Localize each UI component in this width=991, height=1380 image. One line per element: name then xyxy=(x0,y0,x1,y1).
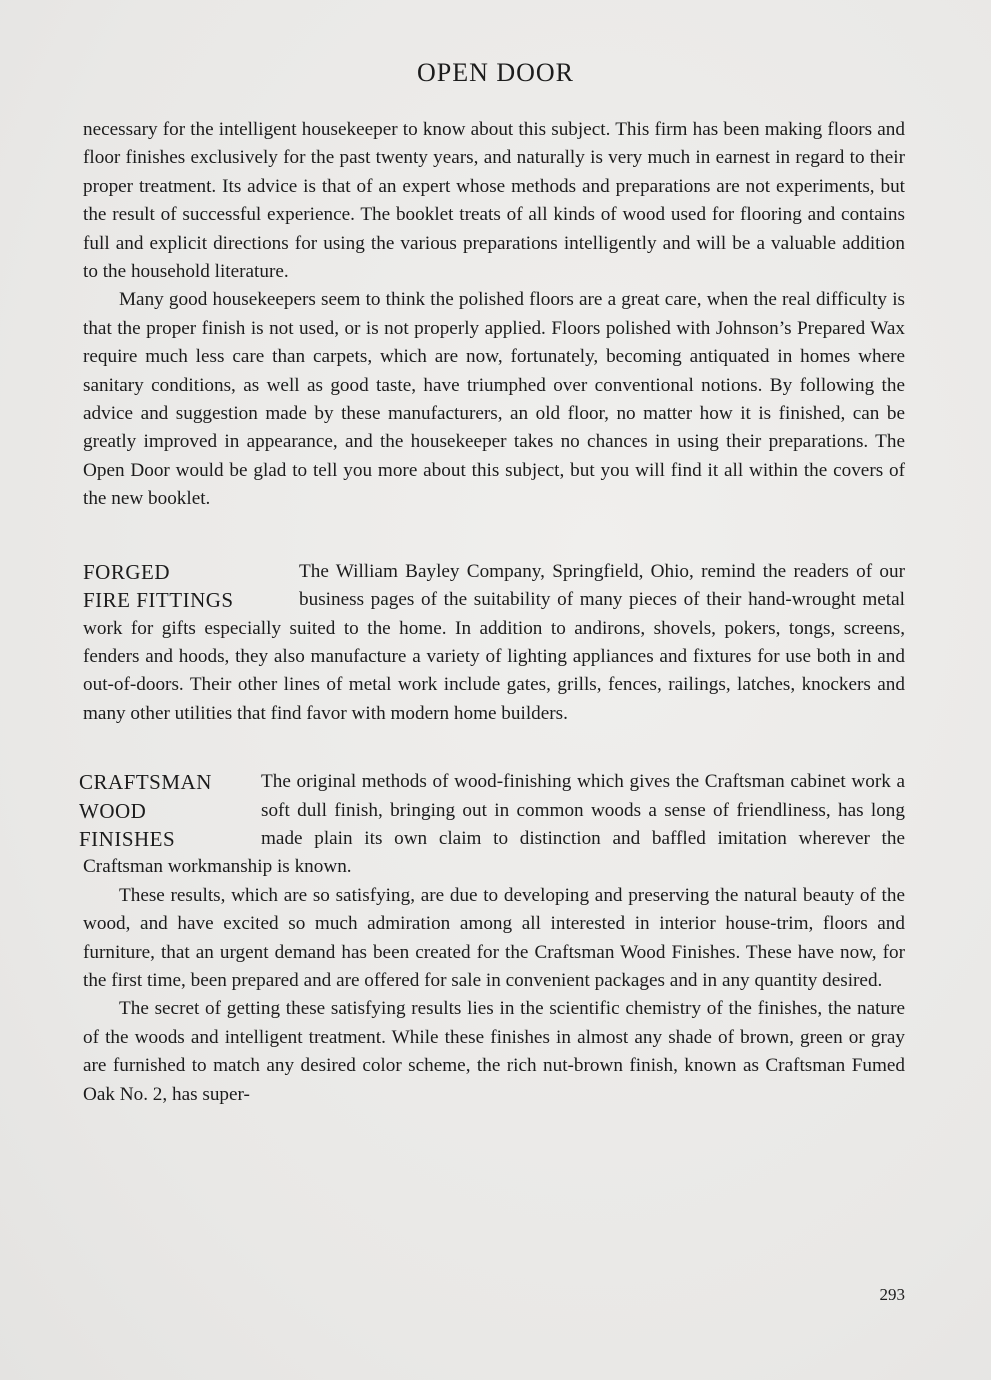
craftsman-wood-finishes-section xyxy=(79,768,905,1109)
intro-paragraph-1: necessary for the intelligent housekeeper to know about this subject. This firm has been making floors and floor finishes exclusively for the past twenty years, and naturally is very much in earnest in regard to their proper treatment. Its advice is that of an expert whose methods and preparations are not experiments, but the result of successful experience. The booklet treats of all kinds of wood used for flooring and contains full and explicit directions for using the various preparations intelligently and will be a valuable addition to the household literature. xyxy=(83,119,905,283)
forged-fire-fittings-section xyxy=(83,558,905,728)
craftsman-heading-line-2: WOOD xyxy=(79,798,147,823)
craftsman-heading-line-1: CRAFTSMAN xyxy=(79,770,212,795)
craftsman-paragraph-1: The original methods of wood-finishing which gives the Craftsman cabinet work a soft dull finish, bringing out in common woods a sense of friendliness, has long made plain its own claim to distinction and baffled imitation wherever the Craftsman workmanship is known. xyxy=(83,771,905,878)
craftsman-heading-line-3: FINISHES xyxy=(79,826,176,851)
craftsman-paragraph-3: The secret of getting these satisfying results lies in the scientific chemistry of the finishes, the nature of the woods and intelligent treatment. While these finishes in almost any shade of brown, green or gray are furnished to match any desired color scheme, the rich nut-brown finish, known as Craftsman Fumed Oak No. 2, has super- xyxy=(83,998,905,1105)
forged-heading-line-1: FORGED xyxy=(83,559,171,584)
craftsman-section-heading xyxy=(79,768,261,853)
running-head: OPEN DOOR xyxy=(416,58,575,87)
article-body xyxy=(79,116,905,1109)
forged-paragraph-1: The William Bayley Company, Springfield, Ohio, remind the readers of our business pages of the suitability of many pieces of their hand-wrought metal work for gifts especially suited to the home. In addition to andirons, shovels, pokers, tongs, screens, fenders and hoods, they also manufacture a variety of lighting appliances and fixtures for use both in and out-of-doors. Their other lines of metal work include gates, grills, fences, railings, latches, knockers and many other utilities that find favor with modern home builders. xyxy=(83,560,905,724)
forged-heading-line-2: FIRE FITTINGS xyxy=(83,588,234,613)
craftsman-paragraph-2: These results, which are so satisfying, are due to developing and preserving the natural beauty of the wood, and have excited so much admiration among all interested in interior house-trim, floors and furniture, that an urgent demand has been created for the Craftsman Wood Finishes. These have now, for the first time, been prepared and are offered for sale in convenient packages and in any quantity desired. xyxy=(83,884,905,991)
page-number: 293 xyxy=(879,1285,905,1304)
intro-paragraph-2: Many good housekeepers seem to think the polished floors are a great care, when the real difficulty is that the proper finish is not used, or is not properly applied. Floors polished with Johnson’s Prepared Wax require much less care than carpets, which are now, fortunately, becoming antiquated in homes where sanitary conditions, as well as good taste, have triumphed over conventional notions. By following the advice and suggestion made by these manufacturers, an old floor, no matter how it is finished, can be greatly improved in appearance, and the housekeeper takes no chances in using their preparations. The Open Door would be glad to tell you more about this subject, but you will find it all within the covers of the new booklet. xyxy=(83,289,905,510)
forged-section-heading xyxy=(83,558,299,615)
